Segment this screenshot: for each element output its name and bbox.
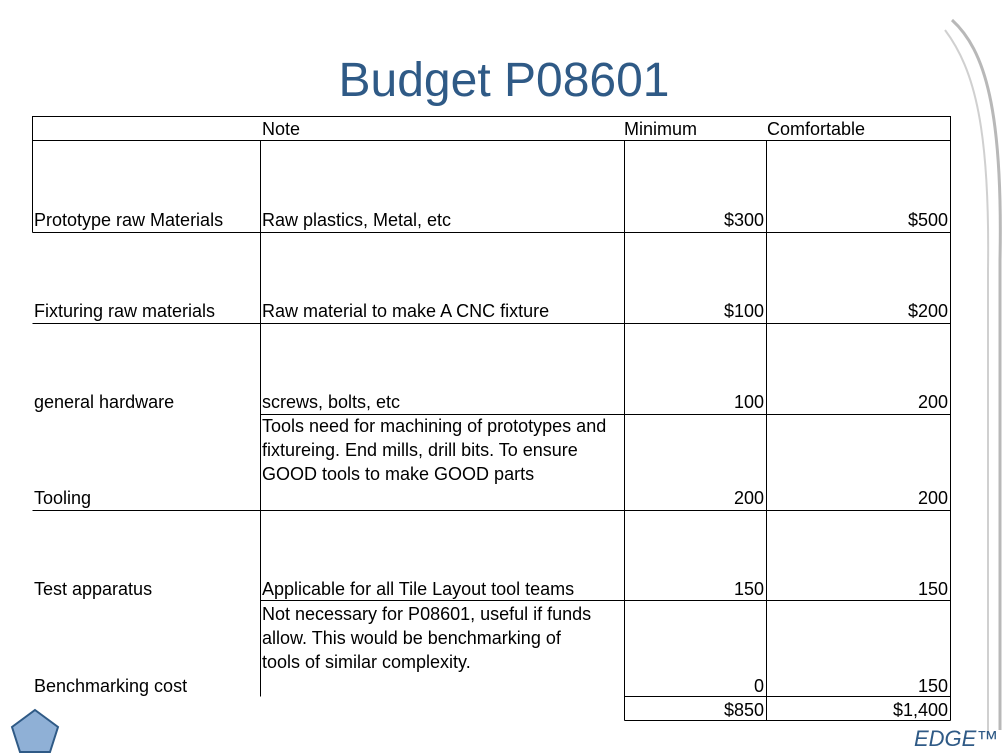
row-minimum-hardware: 100 xyxy=(733,392,764,412)
row-note-benchmarking: Not necessary for P08601, useful if funds allow. This would be benchmarking of tools of similar complexity. xyxy=(262,604,592,672)
row-minimum-benchmarking: 0 xyxy=(753,676,764,696)
header-minimum: Minimum xyxy=(624,119,698,139)
row-comfortable-hardware: 200 xyxy=(917,392,948,412)
row-note-tooling: Tools need for machining of prototypes and fixtureing. End mills, drill bits. To ensure GOOD tools to make GOOD parts xyxy=(262,416,607,484)
row-minimum-tooling: 200 xyxy=(733,488,764,508)
row-comfortable-prototype: $500 xyxy=(907,210,948,230)
row-item-tooling: Tooling xyxy=(34,488,92,508)
pentagon-icon xyxy=(12,710,58,752)
row-item-fixturing: Fixturing raw materials xyxy=(34,301,216,321)
swoosh-curve-outer xyxy=(952,20,1000,730)
total-comfortable: $1,400 xyxy=(892,700,948,720)
row-note-prototype: Raw plastics, Metal, etc xyxy=(262,210,452,230)
swoosh-curve-inner xyxy=(945,30,988,735)
row-comfortable-fixturing: $200 xyxy=(907,301,948,321)
total-minimum: $850 xyxy=(723,700,764,720)
page-title: Budget P08601 xyxy=(338,54,670,107)
row-comfortable-benchmarking: 150 xyxy=(917,676,948,696)
row-comfortable-test-apparatus: 150 xyxy=(917,579,948,599)
edge-logo: EDGE™ xyxy=(914,726,999,751)
row-item-hardware: general hardware xyxy=(34,392,175,412)
row-item-benchmarking: Benchmarking cost xyxy=(34,676,188,696)
header-comfortable: Comfortable xyxy=(767,119,866,139)
header-note: Note xyxy=(262,119,301,139)
row-minimum-prototype: $300 xyxy=(723,210,764,230)
row-comfortable-tooling: 200 xyxy=(917,488,948,508)
row-note-hardware: screws, bolts, etc xyxy=(262,392,401,412)
row-minimum-test-apparatus: 150 xyxy=(733,579,764,599)
row-note-fixturing: Raw material to make A CNC fixture xyxy=(262,301,550,321)
row-item-test-apparatus: Test apparatus xyxy=(34,579,153,599)
row-note-test-apparatus: Applicable for all Tile Layout tool teams xyxy=(262,579,575,599)
row-item-prototype: Prototype raw Materials xyxy=(34,210,224,230)
row-minimum-fixturing: $100 xyxy=(723,301,764,321)
